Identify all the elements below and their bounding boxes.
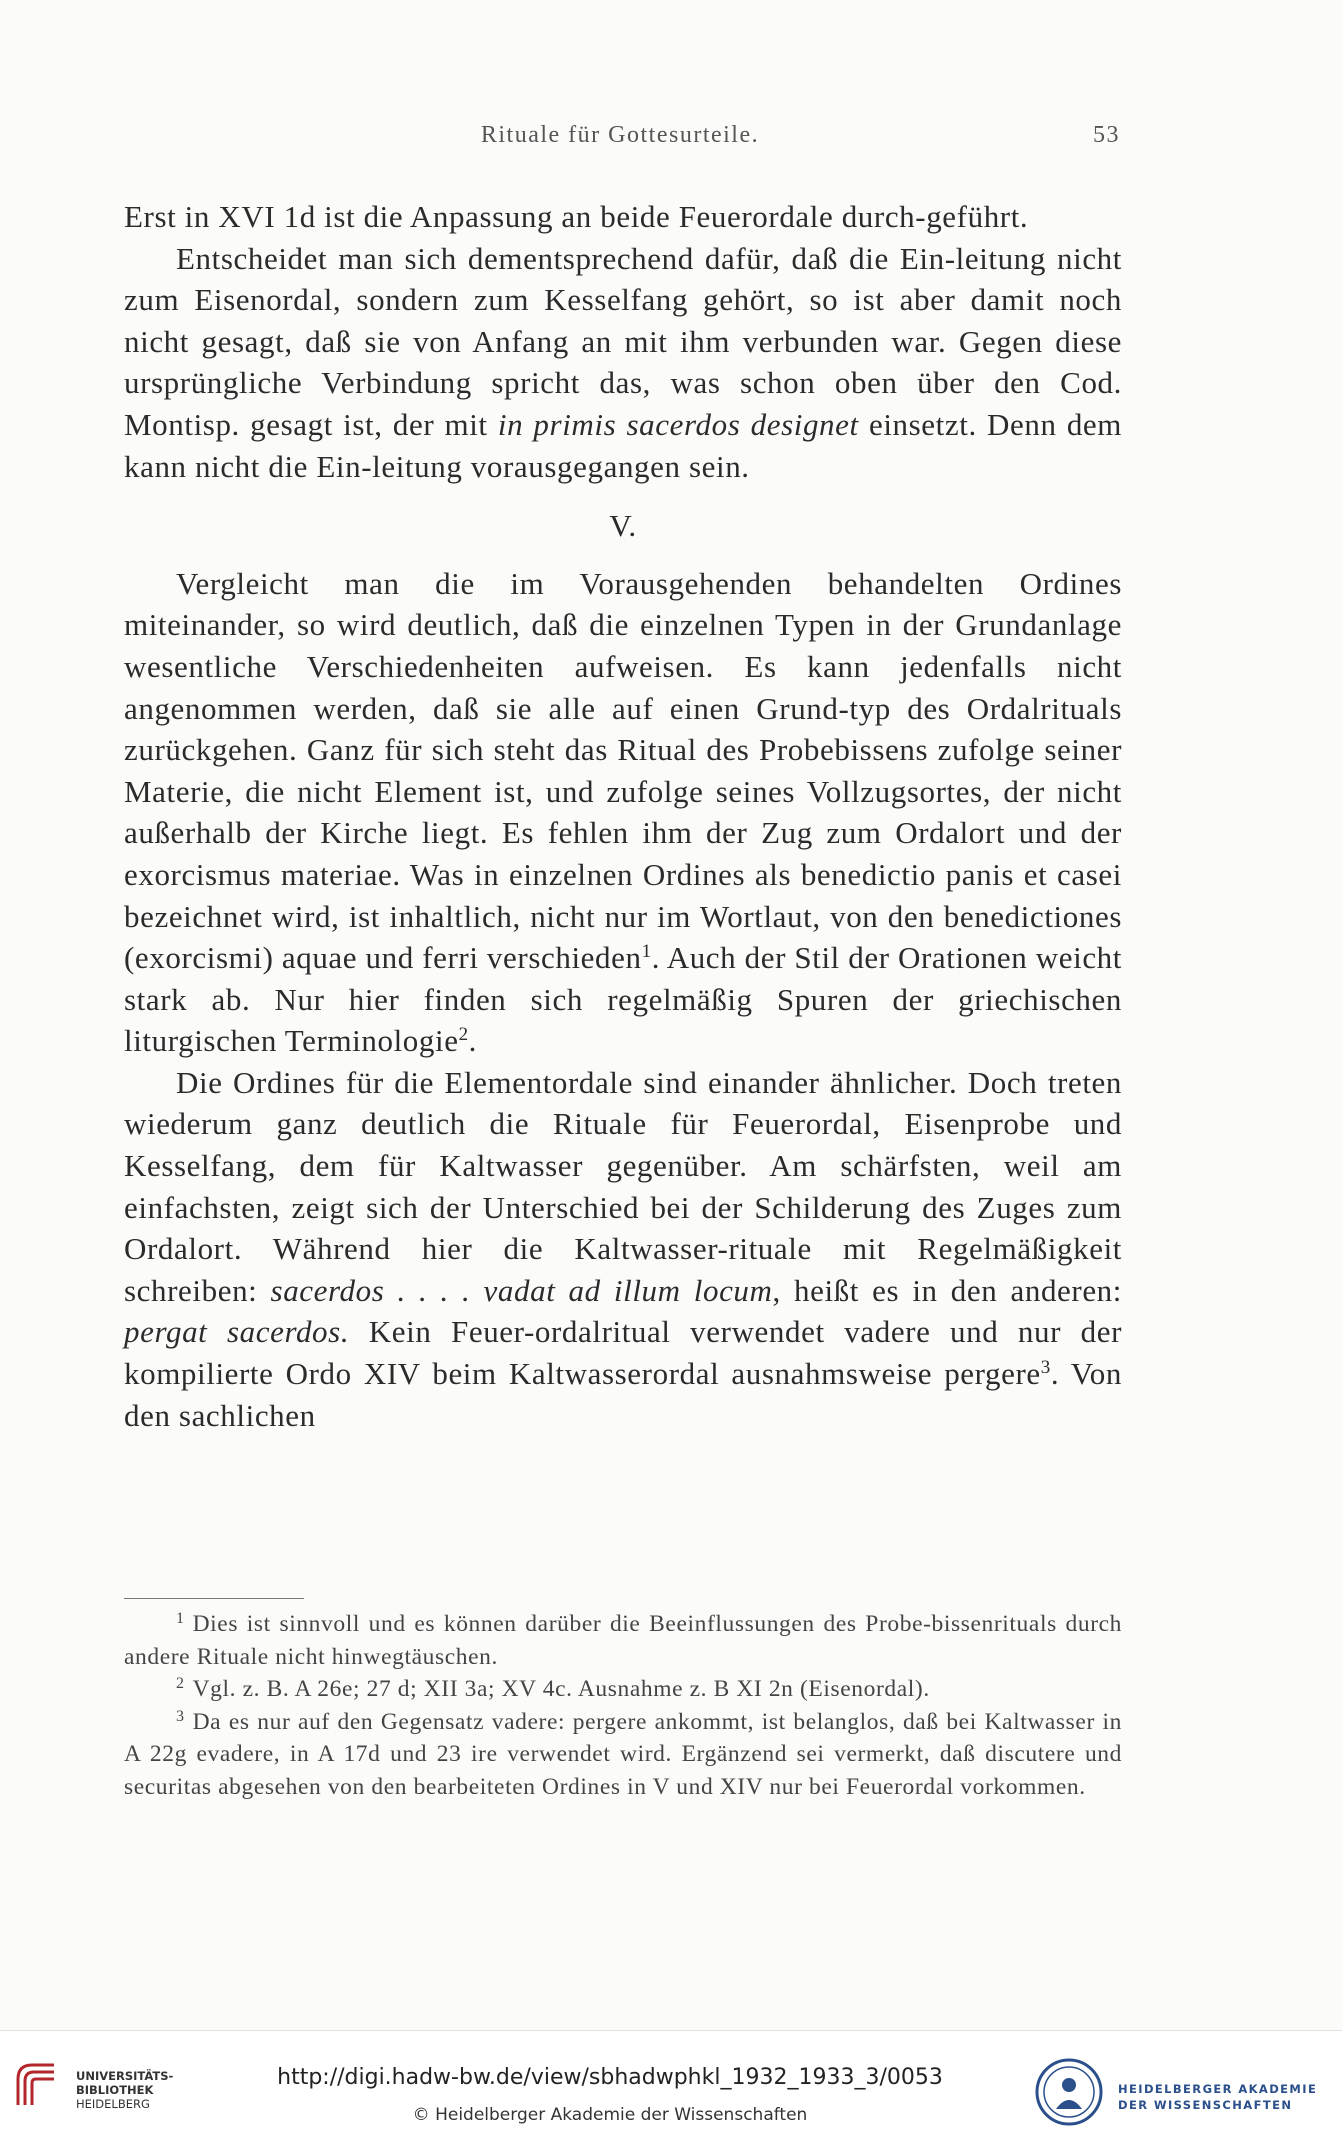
footnote	[124, 1706, 1122, 1804]
library-line-2: BIBLIOTHEK	[76, 2083, 154, 2097]
library-name	[76, 2069, 173, 2111]
academy-name	[1118, 2081, 1317, 2113]
academy-line-2: DER WISSENSCHAFTEN	[1118, 2098, 1293, 2112]
running-head-title: Rituale für Gottesurteile.	[480, 122, 760, 148]
paragraph	[124, 563, 1122, 1062]
text-run: . Auch der Stil der Orationen weicht stark ab. Nur hier finden sich regelmäßig Spuren der griechischen liturgischen Terminologie	[124, 940, 1122, 1059]
footnote-text: Dies ist sinnvoll und es können darüber die Beeinflussungen des Probe-bissenrituals durch andere Rituale nicht hinwegtäuschen.	[124, 1611, 1122, 1670]
footnote-ref: 2	[458, 1024, 469, 1046]
permalink-url[interactable]: http://digi.hadw-bw.de/view/sbhadwphkl_1932_1933_3/0053	[277, 2065, 943, 2090]
paragraph	[124, 238, 1122, 488]
library-line-3: HEIDELBERG	[76, 2097, 150, 2111]
text-run: .	[468, 1023, 478, 1059]
text-run: . Von den sachlichen	[124, 1356, 1122, 1433]
footnote	[124, 1608, 1122, 1673]
copyright-notice: © Heidelberger Akademie der Wissenschaften	[412, 2105, 808, 2125]
footnote	[124, 1673, 1122, 1706]
running-head	[120, 122, 1120, 162]
footnotes	[124, 1608, 1122, 1803]
body-text	[124, 196, 1122, 1436]
ub-heidelberg-logo-icon	[14, 2061, 58, 2111]
footnote-number: 3	[176, 1707, 185, 1725]
italic-run: in primis sacerdos designet	[497, 406, 859, 442]
hadw-seal-icon	[1034, 2057, 1104, 2127]
footnote-number: 1	[176, 1610, 185, 1627]
text-run: Entscheidet man sich dementsprechend dafür, daß die Ein-leitung nicht zum Eisenordal, sondern zum Kesselfang gehört, so ist aber damit noch nicht gesagt, daß sie von Anfang an mit ihm verbunden war. Gegen diese ursprüngliche Verbindung spricht das, was schon oben über den Cod. Montisp. gesagt ist, der mit	[124, 240, 1122, 442]
italic-run: sacerdos . . . . vadat ad illum locum	[270, 1272, 773, 1308]
text-run: einsetzt. Denn dem kann nicht die Ein-leitung vorausgegangen sein.	[124, 406, 1122, 484]
footnote-ref: 1	[641, 941, 652, 963]
footnote-number: 2	[176, 1675, 185, 1692]
academy-line-1: HEIDELBERGER AKADEMIE	[1118, 2082, 1318, 2096]
italic-run: pergat sacerdos.	[124, 1314, 350, 1350]
paragraph	[124, 196, 1122, 238]
footnote-rule	[124, 1598, 304, 1599]
viewer-footer	[0, 2030, 1342, 2129]
paragraph	[124, 1062, 1122, 1436]
text-run: Erst in XVI 1d ist die Anpassung an beide Feuerordale durch-geführt.	[124, 199, 1029, 234]
section-heading	[124, 505, 1122, 547]
text-run: V.	[609, 508, 637, 544]
footnote-ref: 3	[1040, 1357, 1051, 1379]
text-run: Vergleicht man die im Vorausgehenden behandelten Ordines miteinander, so wird deutlich, daß die einzelnen Typen in der Grundanlage wesentliche Verschiedenheiten aufweisen. Es kann jedenfalls nicht angenommen werden, daß sie alle auf einen Grund-typ des Ordalrituals zurückgehen. Ganz für sich steht das Ritual des Probebissens zufolge seiner Materie, die nicht Element ist, und zufolge seines Vollzugsortes, der nicht außerhalb der Kirche liegt. Es fehlen ihm der Zug zum Ordalort und der exorcismus materiae. Was in einzelnen Ordines als benedictio panis et casei bezeichnet wird, ist inhaltlich, nicht nur im Wortlaut, von den benedictiones (exorcismi) aquae und ferri verschieden	[124, 565, 1122, 976]
text-run: , heißt es in den anderen:	[772, 1272, 1122, 1308]
text-run: Kein Feuer-ordalritual verwendet vadere und nur der kompilierte Ordo XIV beim Kaltwasserordal ausnahmsweise pergere	[124, 1314, 1123, 1392]
footnote-text: Da es nur auf den Gegensatz vadere: pergere ankommt, ist belanglos, daß bei Kaltwasser in A 22g evadere, in A 17d und 23 ire verwendet wird. Ergänzend sei vermerkt, daß discutere und securitas abgesehen von den bearbeiteten Ordines in V und XIV nur bei Feuerordal vorkommen.	[124, 1708, 1122, 1800]
page-number: 53	[1093, 122, 1120, 148]
text-run: Die Ordines für die Elementordale sind einander ähnlicher. Doch treten wiederum ganz deutlich die Rituale für Feuerordal, Eisenprobe und Kesselfang, dem für Kaltwasser gegenüber. Am schärfsten, weil am einfachsten, zeigt sich der Unterschied bei der Schilderung des Zuges zum Ordalort. Während hier die Kaltwasser-rituale mit Regelmäßigkeit schreiben:	[124, 1064, 1122, 1308]
library-line-1: UNIVERSITÄTS-	[76, 2069, 174, 2083]
footnote-text: Vgl. z. B. A 26e; 27 d; XII 3a; XV 4c. Ausnahme z. B XI 2n (Eisenordal).	[192, 1676, 930, 1702]
